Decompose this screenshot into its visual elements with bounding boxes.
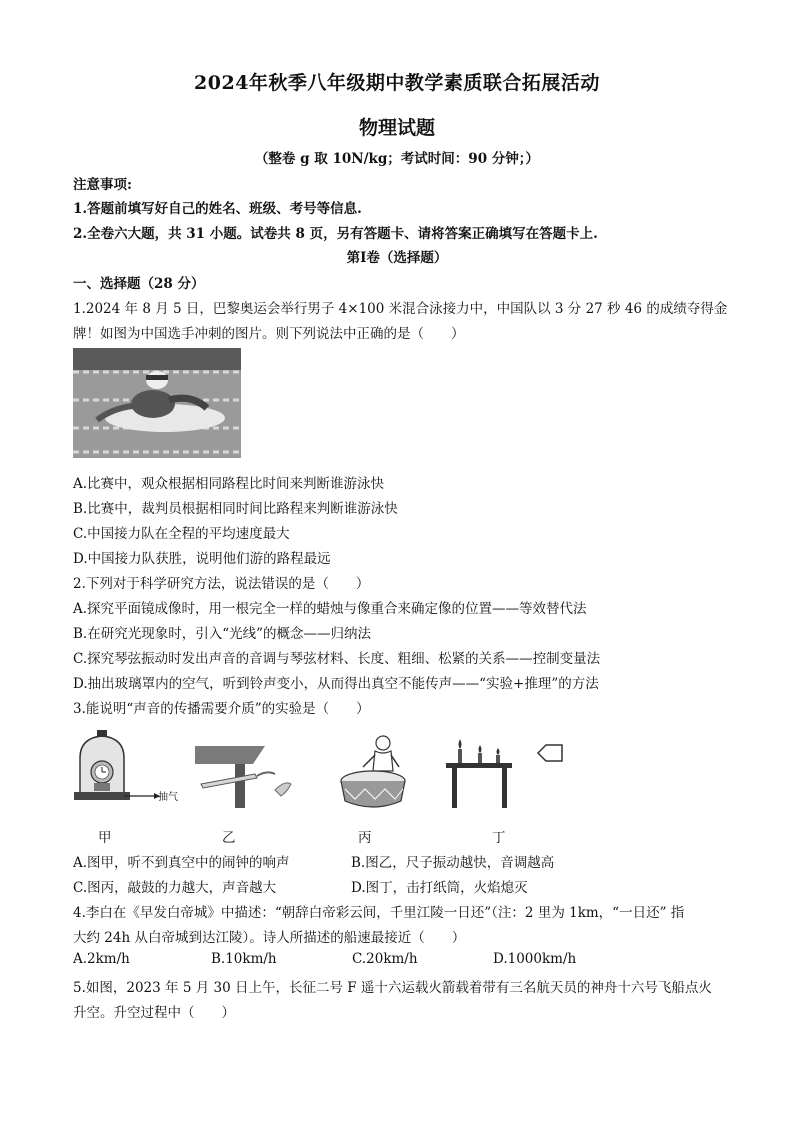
q4-option-c: C.20km/h bbox=[352, 951, 418, 967]
section-1-title: 一、选择题（28 分） bbox=[73, 276, 205, 292]
candle-tube-figure bbox=[442, 733, 572, 813]
drum-figure bbox=[335, 733, 415, 813]
q1-option-a: A.比赛中，观众根据相同路程比时间来判断谁游泳快 bbox=[73, 476, 385, 492]
q1-stem-line2: 牌！如图为中国选手冲刺的图片。则下列说法中正确的是（ ） bbox=[73, 326, 465, 342]
q3-stem: 3.能说明“声音的传播需要介质”的实验是（ ） bbox=[73, 701, 370, 717]
caption-yi: 乙 bbox=[222, 830, 236, 846]
q2-option-d: D.抽出玻璃罩内的空气，听到铃声变小，从而得出真空不能传声——“实验+推理”的方法 bbox=[73, 676, 599, 692]
pump-label: 抽气 bbox=[158, 792, 178, 803]
volume-title: 第Ⅰ卷（选择题） bbox=[346, 250, 448, 266]
caption-ding: 丁 bbox=[492, 830, 506, 846]
swimmer-photo bbox=[73, 348, 241, 458]
notes-item-2: 2.全卷六大题，共 31 小题。试卷共 8 页，另有答题卡、请将答案正确填写在答题卡上. bbox=[73, 226, 598, 242]
q1-option-c: C.中国接力队在全程的平均速度最大 bbox=[73, 526, 290, 542]
q2-option-c: C.探究琴弦振动时发出声音的音调与琴弦材料、长度、粗细、松紧的关系——控制变量法 bbox=[73, 651, 601, 667]
ruler-figure bbox=[195, 740, 295, 810]
q4-option-d: D.1000km/h bbox=[493, 951, 577, 967]
q4-stem-line2: 大约 24h 从白帝城到达江陵）。诗人所描述的船速最接近（ ） bbox=[73, 930, 466, 946]
q3-option-a: A.图甲，听不到真空中的闹钟的响声 bbox=[73, 855, 290, 871]
q3-option-d: D.图丁，击打纸筒，火焰熄灭 bbox=[351, 880, 528, 896]
q4-stem-line1: 4.李白在《早发白帝城》中描述：“朝辞白帝彩云间，千里江陵一日还”（注：2 里为 1km，“一日还” 指 bbox=[73, 905, 685, 921]
caption-bing: 丙 bbox=[358, 830, 372, 846]
q3-option-c: C.图丙，敲鼓的力越大，声音越大 bbox=[73, 880, 277, 896]
caption-jia: 甲 bbox=[98, 830, 112, 846]
notes-item-1: 1.答题前填写好自己的姓名、班级、考号等信息. bbox=[73, 201, 362, 217]
q2-stem: 2.下列对于科学研究方法，说法错误的是（ ） bbox=[73, 576, 370, 592]
exam-title: 2024年秋季八年级期中教学素质联合拓展活动 bbox=[194, 72, 600, 94]
q4-option-a: A.2km/h bbox=[73, 951, 130, 967]
q1-option-d: D.中国接力队获胜，说明他们游的路程最远 bbox=[73, 551, 331, 567]
q1-stem-line1: 1.2024 年 8 月 5 日，巴黎奥运会举行男子 4×100 米混合泳接力中，中国队以 3 分 27 秒 46 的成绩夺得金 bbox=[73, 301, 728, 317]
q2-option-a: A.探究平面镜成像时，用一根完全一样的蜡烛与像重合来确定像的位置——等效替代法 bbox=[73, 601, 587, 617]
q3-option-b: B.图乙，尺子振动越快，音调越高 bbox=[351, 855, 555, 871]
notes-heading: 注意事项: bbox=[73, 177, 132, 193]
q4-option-b: B.10km/h bbox=[211, 951, 277, 967]
q5-stem-line2: 升空。升空过程中（ ） bbox=[73, 1005, 235, 1021]
q2-option-b: B.在研究光现象时，引入“光线”的概念——归纳法 bbox=[73, 626, 372, 642]
exam-subtitle: （整卷 g 取 10N/kg；考试时间：90 分钟；） bbox=[254, 151, 540, 167]
subject-title: 物理试题 bbox=[358, 117, 435, 139]
q1-option-b: B.比赛中，裁判员根据相同时间比路程来判断谁游泳快 bbox=[73, 501, 398, 517]
q5-stem-line1: 5.如图，2023 年 5 月 30 日上午，长征二号 F 遥十六运载火箭载着带有三名航天员的神舟十六号飞船点火 bbox=[73, 980, 712, 996]
